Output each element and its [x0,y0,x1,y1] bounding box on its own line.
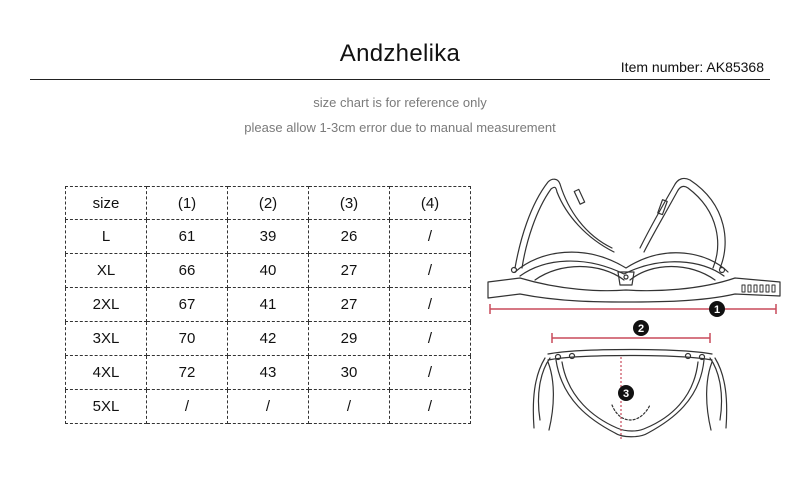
table-cell: / [147,390,228,424]
brand-title-text: Andzhelika [332,40,468,67]
table-cell: / [390,220,471,254]
table-row [66,288,471,322]
item-number: Item number: AK85368 [620,59,764,75]
table-cell: 40 [228,254,309,288]
table-cell: 42 [228,322,309,356]
bra-illustration [488,178,780,302]
table-cell: 27 [309,254,390,288]
table-cell: 3XL [66,322,147,356]
measurement-line-2 [552,320,710,343]
table-cell: 5XL [66,390,147,424]
table-cell: 72 [147,356,228,390]
table-cell: 39 [228,220,309,254]
table-row [66,254,471,288]
table-cell: / [228,390,309,424]
measurement-line-1 [490,301,776,317]
table-cell: XL [66,254,147,288]
table-cell: 29 [309,322,390,356]
table-row [66,356,471,390]
header-cell: (1) [147,187,228,220]
table-cell: / [390,288,471,322]
table-cell: 41 [228,288,309,322]
table-cell: 2XL [66,288,147,322]
table-row [66,322,471,356]
table-cell: 70 [147,322,228,356]
table-cell: / [390,390,471,424]
header-divider [30,79,770,80]
table-cell: 66 [147,254,228,288]
table-header-row [66,187,471,220]
marker-3-label: 3 [622,388,630,400]
table-cell: 61 [147,220,228,254]
header-cell: (3) [309,187,390,220]
table-cell: 30 [309,356,390,390]
table-cell: 4XL [66,356,147,390]
table-cell: 27 [309,288,390,322]
marker-2-label: 2 [637,323,645,335]
table-cell: / [309,390,390,424]
table-cell: 43 [228,356,309,390]
marker-1-label: 1 [713,304,721,316]
note-error: please allow 1-3cm error due to manual measurement [244,120,556,135]
size-chart-table [65,186,471,424]
table-cell: L [66,220,147,254]
header-cell: (2) [228,187,309,220]
header-cell: size [66,187,147,220]
table-cell: 26 [309,220,390,254]
header-cell: (4) [390,187,471,220]
table-cell: / [390,356,471,390]
table-cell: 67 [147,288,228,322]
measurement-diagram [470,165,790,455]
table-cell: / [390,254,471,288]
measurement-line-3 [618,357,634,440]
table-cell: / [390,322,471,356]
note-reference: size chart is for reference only [313,95,487,110]
table-row [66,390,471,424]
table-row [66,220,471,254]
